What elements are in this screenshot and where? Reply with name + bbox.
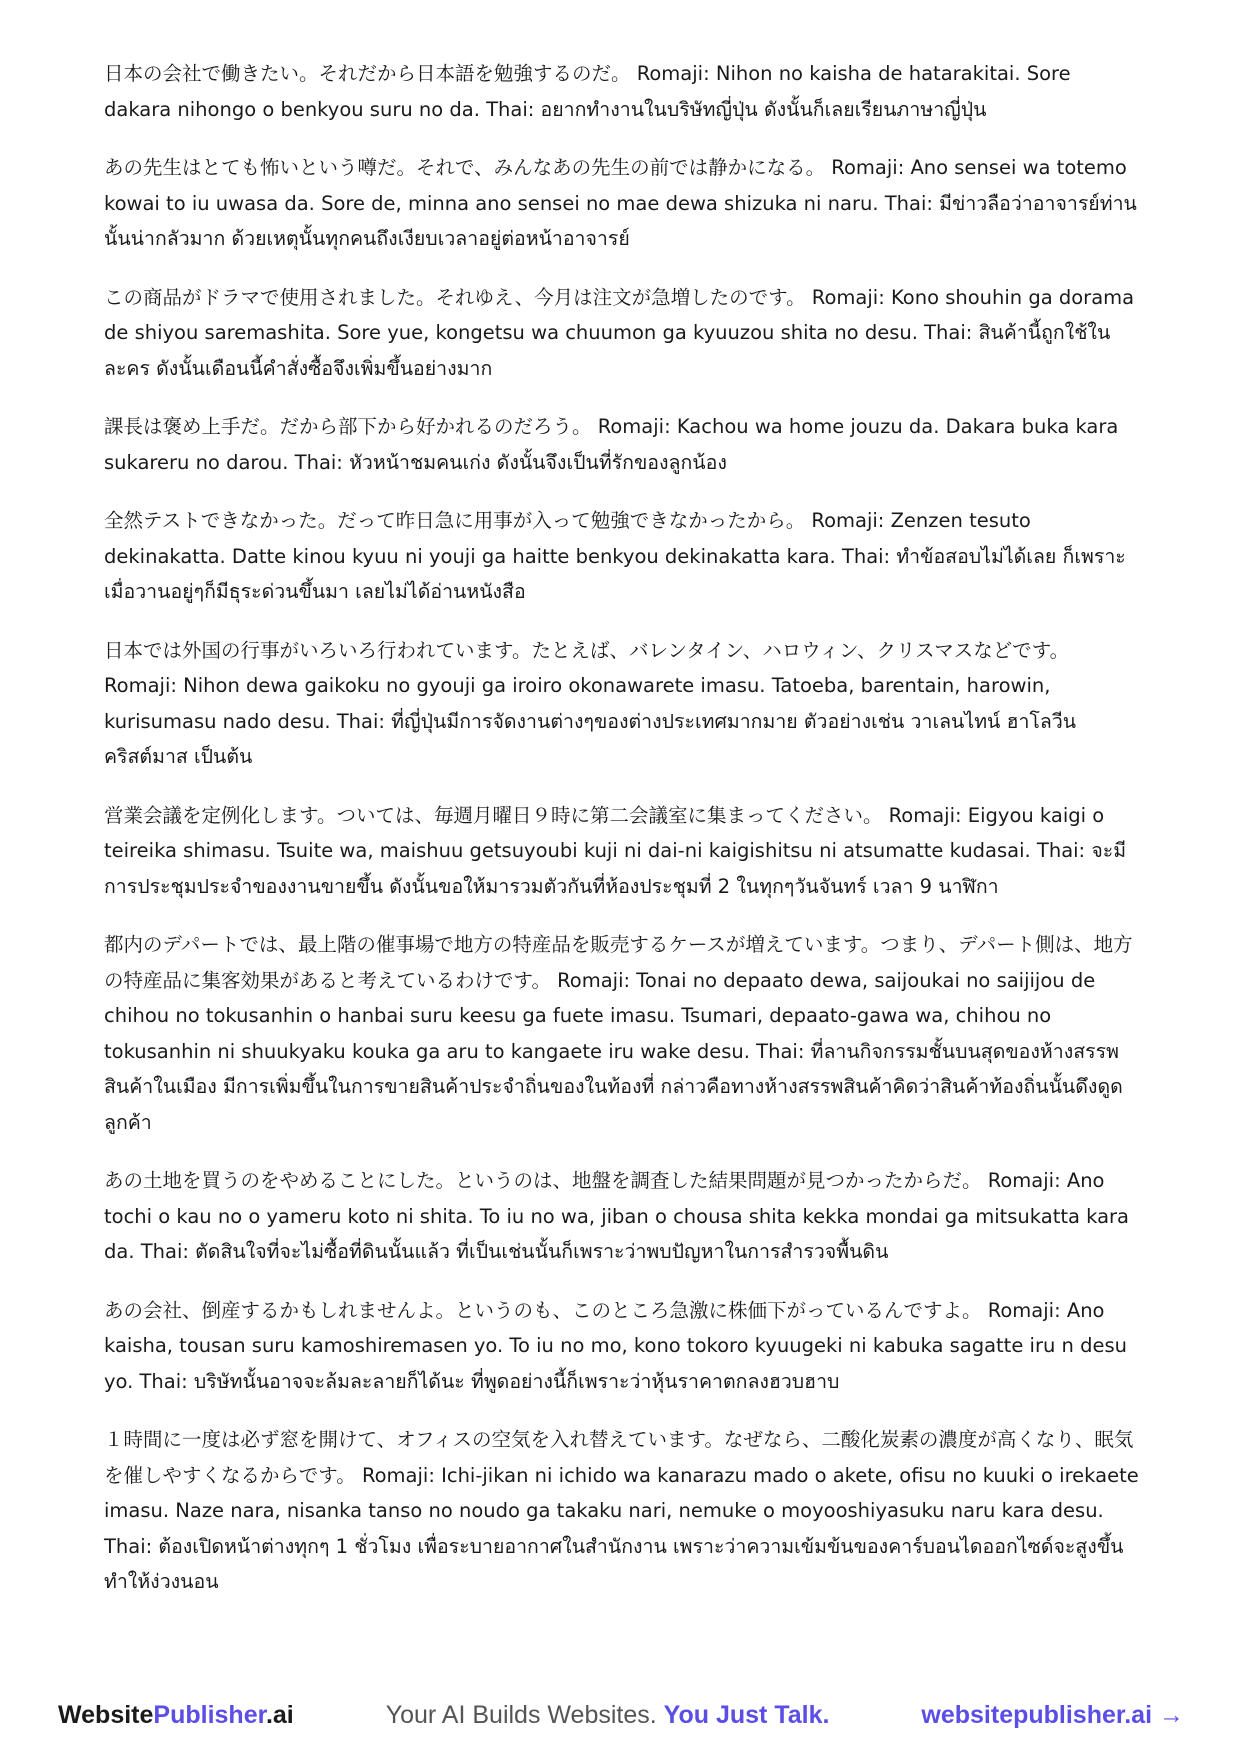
document-body: [104, 56, 1140, 1623]
sentence-entry-2: あの先生はとても怖いという噂だ。それで、みんなあの先生の前では静かになる。 Romaji: Ano sensei wa totemo kowai to iu uwasa da. Sore de, minna ano sensei no mae dewa shizuka ni naru. Thai: มีข่าวลือว่าอาจารย์ท่านนั้นน่ากลัวมาก ด้วยเหตุนั้นทุกคนถึงเงียบเวลาอยู่ต่อหน้าอาจารย์: [104, 156, 1137, 250]
sentence-entry-9: あの土地を買うのをやめることにした。というのは、地盤を調査した結果問題が見つかったからだ。 Romaji: Ano tochi o kau no o yameru koto ni shita. To iu no wa, jiban o chousa shita kekka mondai ga mitsukatta kara da. Thai: ตัดสินใจที่จะไม่ซื้อที่ดินนั้นแล้ว ที่เป็นเช่นนั้นก็เพราะว่าพบปัญหาในการสำรวจพื้นดิน: [104, 1169, 1129, 1263]
tagline-main: Your AI Builds Websites.: [385, 1700, 657, 1729]
sentence-entry-4: 課長は褒め上手だ。だから部下から好かれるのだろう。 Romaji: Kachou wa home jouzu da. Dakara buka kara sukareru no darou. Thai: หัวหน้าชมคนเก่ง ดังนั้นจึงเป็นที่รักของลูกน้อง: [104, 415, 1119, 474]
sentence-entry-8: 都内のデパートでは、最上階の催事場で地方の特産品を販売するケースが増えています。つまり、デパート側は、地方の特産品に集客効果があると考えているわけです。 Romaji: Tonai no depaato dewa, saijoukai no saijijou de chihou no tokusanhin o hanbai suru keesu ga fuete imasu. Tsumari, depaato-gawa wa, chihou no tokusanhin ni shuukyaku kouka ga aru to kangaete iru wake desu. Thai: ที่ลานกิจกรรมชั้นบนสุดของห้างสรรพสินค้าในเมือง มีการเพิ่มขึ้นในการขายสินค้าประจำถิ่นของในท้องที่ กล่าวคือทางห้างสรรพสินค้าคิดว่าสินค้าท้องถิ่นนั้นดึงดูดลูกค้า: [104, 933, 1133, 1134]
tagline-accent: You Just Talk.: [663, 1700, 830, 1729]
website-link[interactable]: websitepublisher.ai →: [921, 1700, 1184, 1729]
sentence-entry-5: 全然テストできなかった。だって昨日急に用事が入って勉強できなかったから。 Romaji: Zenzen tesuto dekinakatta. Datte kinou kyuu ni youji ga haitte benkyou dekinakatta kara. Thai: ทำข้อสอบไม่ได้เลย ก็เพราะเมื่อวานอยู่ๆก็มีธุระด่วนขึ้นมา เลยไม่ได้อ่านหนังสือ: [104, 509, 1126, 603]
sentence-entry-10: あの会社、倒産するかもしれませんよ。というのも、このところ急激に株価下がっているんですよ。 Romaji: Ano kaisha, tousan suru kamoshiremasen yo. To iu no mo, kono tokoro kyuugeki ni kabuka sagatte iru n desu yo. Thai: บริษัทนั้นอาจจะล้มละลายก็ได้นะ ที่พูดอย่างนี้ก็เพราะว่าหุ้นราคาตกลงฮวบฮาบ: [104, 1298, 1127, 1393]
sentence-entry-3: この商品がドラマで使用されました。それゆえ、今月は注文が急増したのです。 Romaji: Kono shouhin ga dorama de shiyou saremashita. Sore yue, kongetsu wa chuumon ga kyuuzou shita no desu. Thai: สินค้านี้ถูกใช้ในละคร ดังนั้นเดือนนี้คำสั่งซื้อจึงเพิ่มขึ้นอย่างมาก: [104, 285, 1135, 380]
brand-main: Website: [58, 1700, 154, 1729]
footer: [58, 1695, 1184, 1735]
tagline: [386, 1701, 830, 1730]
sentence-entry-11: １時間に一度は必ず窓を開けて、オフィスの空気を入れ替えています。なぜなら、二酸化炭素の濃度が高くなり、眠気を催しやすくなるからです。 Romaji: Ichi-jikan ni ichido wa kanarazu mado o akete, ofisu no kuuki o irekaete imasu. Naze nara, nisanka tanso no noudo ga takaku nari, nemuke o moyooshiyasuku naru kara desu. Thai: ต้องเปิดหน้าต่างทุกๆ 1 ชั่วโมง เพื่อระบายอากาศในสำนักงาน เพราะว่าความเข้มข้นของคาร์บอนไดออกไซด์จะสูงขึ้น ทำให้ง่วงนอน: [104, 1428, 1139, 1593]
sentence-entry-6: 日本では外国の行事がいろいろ行われています。たとえば、バレンタイン、ハロウィン、クリスマスなどです。 Romaji: Nihon dewa gaikoku no gyouji ga iroiro okonawarete imasu. Tatoeba, barentain, harowin, kurisumasu nado desu. Thai: ที่ญี่ปุ่นมีการจัดงานต่างๆของต่างประเทศมากมาย ตัวอย่างเช่น วาเลนไทน์ ฮาโลวีน คริสต์มาส เป็นต้น: [104, 638, 1077, 768]
sentence-entry-7: 営業会議を定例化します。ついては、毎週月曜日９時に第二会議室に集まってください。 Romaji: Eigyou kaigi o teireika shimasu. Tsuite wa, maishuu getsuyoubi kuji ni dai-ni kaigishitsu ni atsumatte kudasai. Thai: จะมีการประชุมประจำของงานขายขึ้น ดังนั้นขอให้มารวมตัวกันที่ห้องประชุมที่ 2 ในทุกๆวันจันทร์ เวลา 9 นาฬิกา: [104, 803, 1127, 898]
sentence-entry-1: 日本の会社で働きたい。それだから日本語を勉強するのだ。 Romaji: Nihon no kaisha de hatarakitai. Sore dakara nihongo o benkyou suru no da. Thai: อยากทำงานในบริษัทญี่ปุ่น ดังนั้นก็เลยเรียนภาษาญี่ปุ่น: [104, 62, 1071, 121]
brand-accent: Publisher: [153, 1700, 266, 1729]
brand-tld: .ai: [265, 1700, 294, 1729]
brand-logo: [58, 1701, 294, 1730]
